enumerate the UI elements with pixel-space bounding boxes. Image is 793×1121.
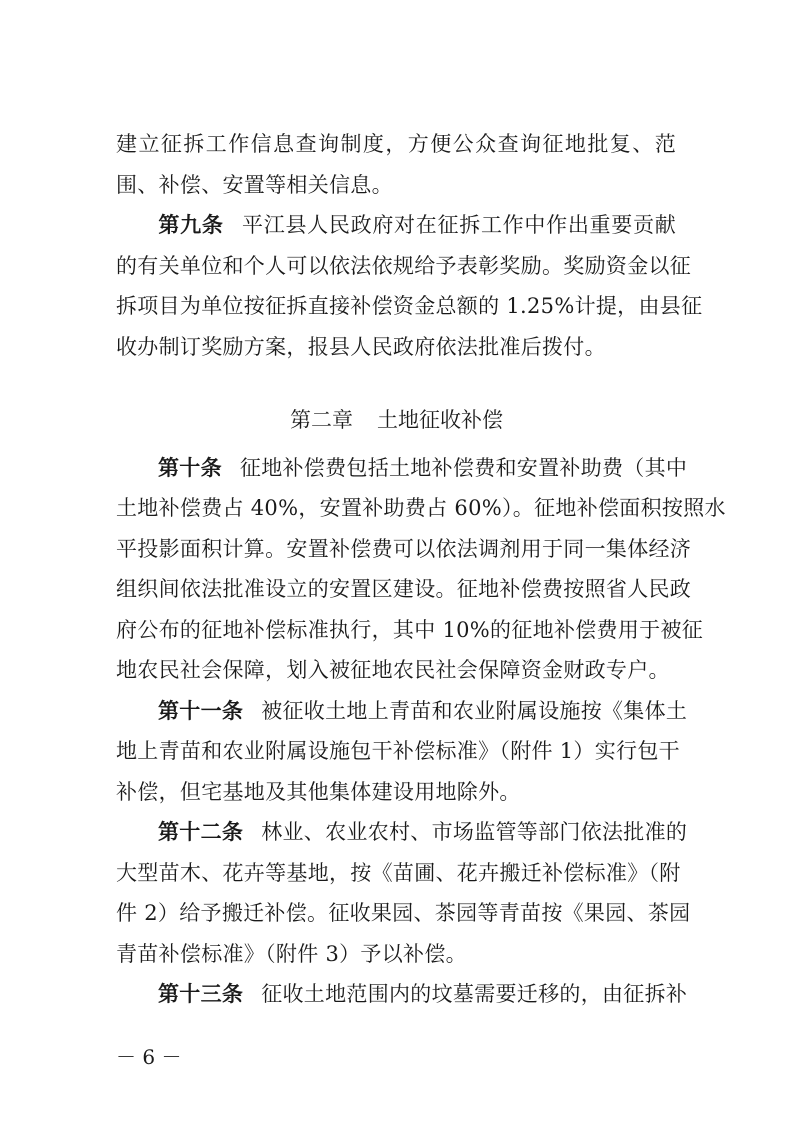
article9-line-1 bbox=[116, 211, 676, 239]
page-number: － 6 － bbox=[116, 1045, 182, 1069]
article13-line-1 bbox=[116, 980, 688, 1008]
article12-text-1: 林业、农业农村、市场监管等部门依法批准的 bbox=[261, 820, 688, 844]
chapter-number: 第二章 bbox=[290, 408, 353, 432]
article12-label: 第十二条 bbox=[158, 820, 244, 844]
article9-line-2: 的有关单位和个人可以依法依规给予表彰奖励。奖励资金以征 bbox=[116, 254, 692, 278]
article10-label: 第十条 bbox=[158, 456, 222, 480]
article10-line-2: 土地补偿费占 40%，安置补助费占 60%）。征地补偿面积按照水 bbox=[116, 496, 726, 520]
chapter-title: 土地征收补偿 bbox=[377, 408, 503, 432]
intro-line-1: 建立征拆工作信息查询制度，方便公众查询征地批复、范 bbox=[116, 132, 676, 156]
article10-text-1: 征地补偿费包括土地补偿费和安置补助费（其中 bbox=[239, 456, 688, 480]
article11-line-2: 地上青苗和农业附属设施包干补偿标准》（附件 1）实行包干 bbox=[116, 739, 680, 763]
article9-text-1: 平江县人民政府对在征拆工作中作出重要贡献 bbox=[241, 213, 677, 237]
chapter-heading bbox=[0, 406, 793, 434]
article12-line-2: 大型苗木、花卉等基地，按《苗圃、花卉搬迁补偿标准》（附 bbox=[116, 861, 681, 885]
article11-label: 第十一条 bbox=[158, 699, 244, 723]
article9-label: 第九条 bbox=[158, 213, 224, 237]
article11-line-1 bbox=[116, 697, 688, 725]
article11-line-3: 补偿，但宅基地及其他集体建设用地除外。 bbox=[116, 780, 521, 804]
article12-line-4: 青苗补偿标准》（附件 3）予以补偿。 bbox=[116, 942, 467, 966]
article10-line-4: 组织间依法批准设立的安置区建设。征地补偿费按照省人民政 bbox=[116, 577, 692, 601]
article10-line-5: 府公布的征地补偿标准执行，其中 10%的征地补偿费用于被征 bbox=[116, 618, 704, 642]
article10-line-1 bbox=[116, 454, 688, 482]
article12-line-3: 件 2）给予搬迁补偿。征收果园、茶园等青苗按《果园、茶园 bbox=[116, 901, 691, 925]
article10-line-3: 平投影面积计算。安置补偿费可以依法调剂用于同一集体经济 bbox=[116, 537, 692, 561]
article9-line-3: 拆项目为单位按征拆直接补偿资金总额的 1.25%计提，由县征 bbox=[116, 294, 703, 318]
article11-text-1: 被征收土地上青苗和农业附属设施按《集体土 bbox=[261, 699, 688, 723]
article13-text-1: 征收土地范围内的坟墓需要迁移的，由征拆补 bbox=[261, 982, 688, 1006]
intro-line-2: 围、补偿、安置等相关信息。 bbox=[116, 173, 393, 197]
article10-line-6: 地农民社会保障，划入被征地农民社会保障资金财政专户。 bbox=[116, 658, 670, 682]
article9-line-4: 收办制订奖励方案，报县人民政府依法批准后拨付。 bbox=[116, 335, 606, 359]
article12-line-1 bbox=[116, 818, 688, 846]
article13-label: 第十三条 bbox=[158, 982, 244, 1006]
